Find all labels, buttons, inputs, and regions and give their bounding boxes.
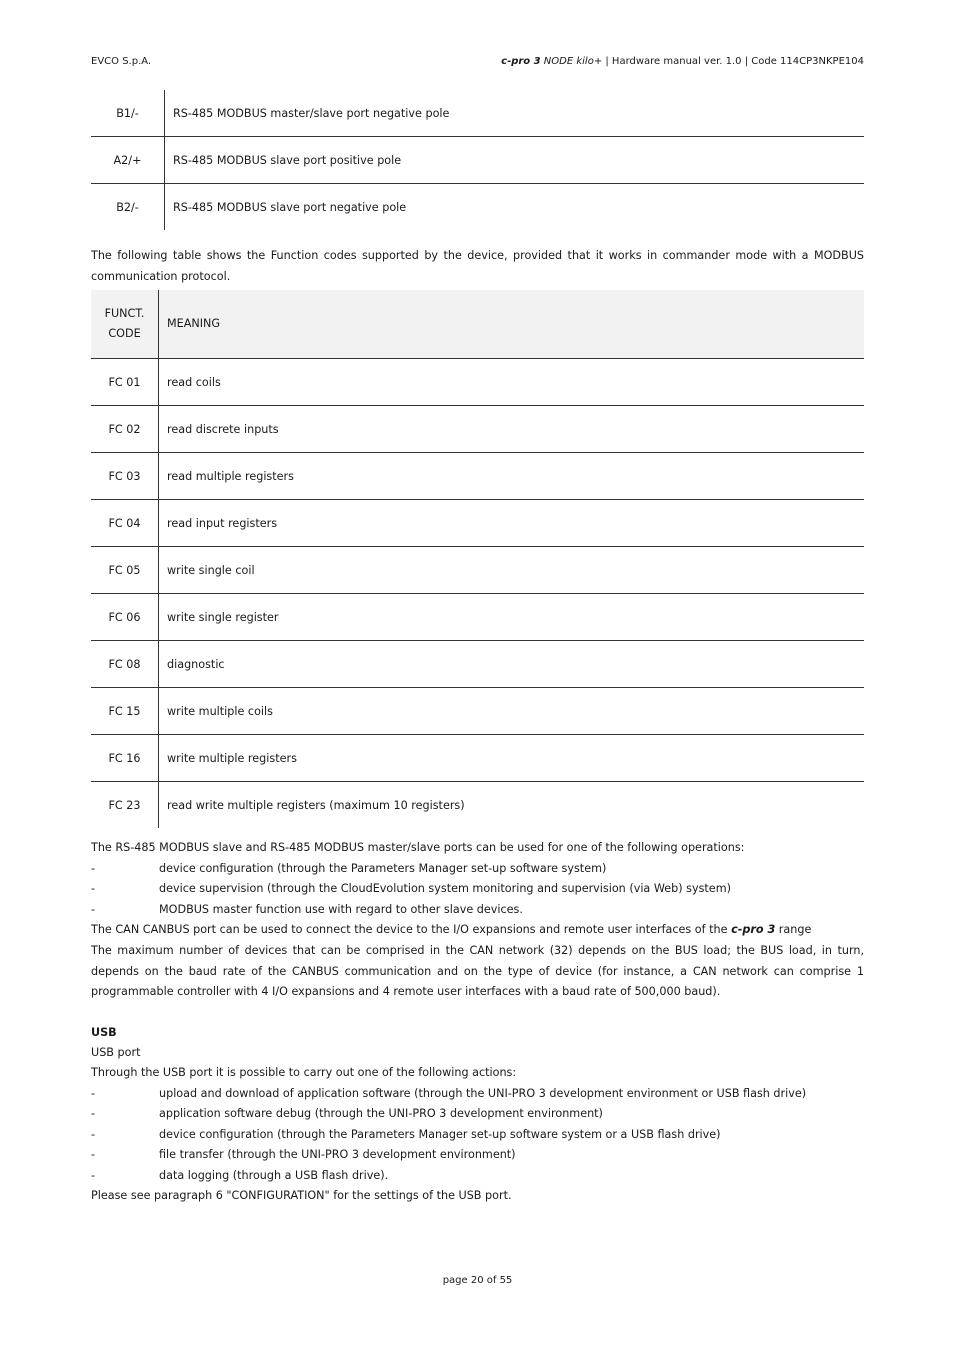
fc-intro-paragraph: The following table shows the Function codes supported by the device, provided that it works in commander mode with a MODBUS communication protocol.: [91, 249, 864, 283]
table-row: [91, 453, 864, 500]
table-row: [91, 594, 864, 641]
fc-meaning: read multiple registers: [159, 453, 865, 500]
header-code-line2: CODE: [108, 327, 141, 340]
table-row: [91, 500, 864, 547]
list-text: file transfer (through the UNI-PRO 3 development environment): [159, 1148, 516, 1161]
fc-code: FC 04: [91, 500, 159, 547]
document-page: [91, 0, 864, 1351]
fc-meaning: write multiple registers: [159, 735, 865, 782]
fc-code: FC 15: [91, 688, 159, 735]
list-dash: -: [91, 1087, 96, 1100]
list-text: application software debug (through the UNI-PRO 3 development environment): [159, 1107, 603, 1120]
fc-code: FC 23: [91, 782, 159, 829]
can-paragraph: [91, 920, 864, 941]
list-dash: -: [91, 1148, 96, 1161]
table-row: [91, 641, 864, 688]
can-text: The CAN CANBUS port can be used to connect the device to the I/O expansions and remote user interfaces of the: [91, 923, 732, 936]
usb-intro: Through the USB port it is possible to carry out one of the following actions:: [91, 1066, 517, 1079]
fc-code: FC 16: [91, 735, 159, 782]
list-dash: -: [91, 1107, 96, 1120]
manual-code: | Hardware manual ver. 1.0 | Code 114CP3NKPE104: [602, 56, 864, 67]
list-dash: -: [91, 1128, 96, 1141]
list-text: device supervision (through the CloudEvolution system monitoring and supervision (via Web) system): [159, 882, 731, 895]
list-text: device configuration (through the Parameters Manager set-up software system): [159, 862, 607, 875]
table-row: [91, 184, 864, 231]
table-row: [91, 735, 864, 782]
function-code-table: [91, 290, 864, 828]
list-dash: -: [91, 903, 96, 916]
list-dash: -: [91, 862, 96, 875]
fc-meaning: read write multiple registers (maximum 10 registers): [167, 798, 465, 812]
pin-key: B2/-: [91, 184, 165, 231]
document-id: [501, 56, 864, 67]
company-name: EVCO S.p.A.: [91, 56, 152, 67]
usb-heading: USB: [91, 1026, 117, 1039]
fc-meaning: write single register: [159, 594, 865, 641]
table-row: [91, 547, 864, 594]
fc-meaning: read coils: [159, 359, 865, 406]
ports-paragraph: The RS-485 MODBUS slave and RS-485 MODBUS master/slave ports can be used for one of the following operations:: [91, 841, 745, 854]
fc-meaning: read input registers: [159, 500, 865, 547]
pin-key: B1/-: [91, 90, 165, 137]
usb-note: Please see paragraph 6 "CONFIGURATION" for the settings of the USB port.: [91, 1189, 512, 1202]
list-dash: -: [91, 1169, 96, 1182]
fc-code: FC 08: [91, 641, 159, 688]
pin-key: A2/+: [91, 137, 165, 184]
header-code-line1: FUNCT.: [104, 307, 145, 320]
range-name: c-pro 3: [731, 923, 776, 936]
fc-code: FC 06: [91, 594, 159, 641]
page-header: [91, 56, 864, 70]
list-text: data logging (through a USB flash drive).: [159, 1169, 389, 1182]
pin-desc: RS-485 MODBUS slave port positive pole: [165, 137, 865, 184]
list-text: device configuration (through the Parameters Manager set-up software system or a USB flash drive): [159, 1128, 721, 1141]
table-row: [91, 688, 864, 735]
usb-port-label: USB port: [91, 1046, 141, 1059]
fc-code: FC 01: [91, 359, 159, 406]
table-row: [91, 359, 864, 406]
pin-table: [91, 90, 864, 230]
table-row: [91, 137, 864, 184]
can-text-end: range: [775, 923, 812, 936]
fc-meaning: diagnostic: [159, 641, 865, 688]
table-row: [91, 782, 864, 829]
pin-desc: RS-485 MODBUS slave port negative pole: [173, 200, 407, 214]
max-devices-paragraph: The maximum number of devices that can be comprised in the CAN network (32) depends on the BUS load; the BUS load, in turn, depends on the baud rate of the CANBUS communication and on the type of device (for instance, a CAN network can comprise 1 programmable controller with 4 I/O expansions and 4 remote user interfaces with a baud rate of 500,000 baud).: [91, 944, 864, 999]
page-number: page 20 of 55: [442, 1275, 513, 1286]
table-row: [91, 90, 864, 137]
header-meaning: MEANING: [159, 290, 865, 359]
table-row: [91, 406, 864, 453]
fc-meaning: write single coil: [159, 547, 865, 594]
header-funct-code: [91, 290, 159, 359]
fc-code: FC 02: [91, 406, 159, 453]
pin-desc: RS-485 MODBUS master/slave port negative pole: [165, 90, 865, 137]
list-text: MODBUS master function use with regard to other slave devices.: [159, 903, 523, 916]
product-name: c-pro 3: [501, 56, 541, 67]
fc-meaning: write multiple coils: [159, 688, 865, 735]
list-text: upload and download of application software (through the UNI-PRO 3 development environment or USB flash drive): [159, 1087, 807, 1100]
fc-code: FC 05: [91, 547, 159, 594]
fc-code: FC 03: [91, 453, 159, 500]
table-header-row: [91, 290, 864, 359]
product-variant: NODE kilo+: [540, 56, 603, 67]
fc-meaning: read discrete inputs: [159, 406, 865, 453]
list-dash: -: [91, 882, 96, 895]
